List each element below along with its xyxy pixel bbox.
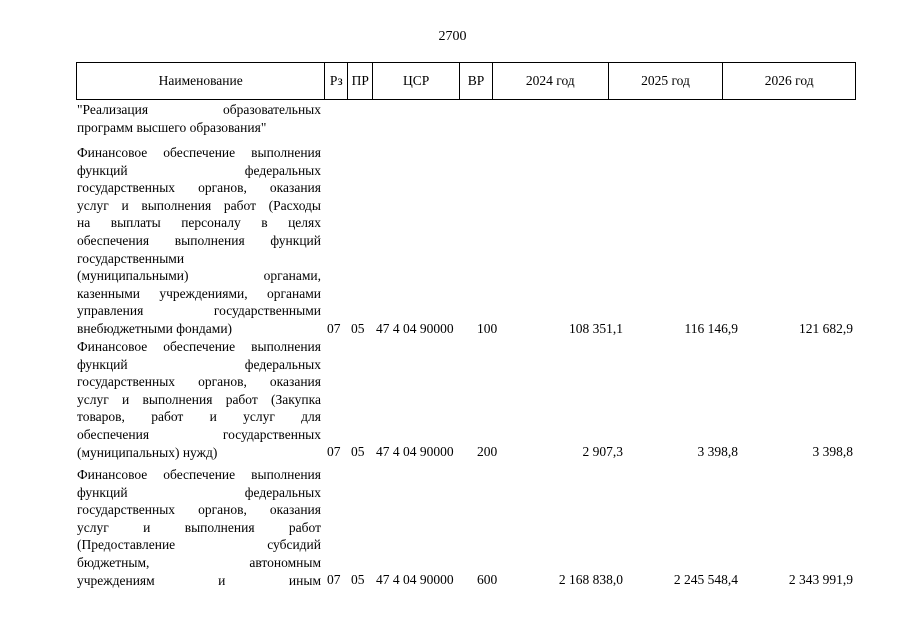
cell-2025: 116 146,9 xyxy=(684,321,738,336)
header-name: Наименование xyxy=(77,63,325,99)
table-header xyxy=(76,62,856,100)
row-codes xyxy=(0,571,905,589)
row-name-line: "Реализация образовательных xyxy=(77,102,321,117)
row-name-line: бюджетным, автономным xyxy=(77,554,321,570)
row-name xyxy=(77,101,321,136)
header-2025: 2025 год xyxy=(609,63,724,99)
header-csr: ЦСР xyxy=(373,63,460,99)
cell-csr: 47 4 04 90000 xyxy=(376,444,454,459)
cell-csr: 47 4 04 90000 xyxy=(376,321,454,336)
row-name-line: государственных органов, оказания xyxy=(77,374,321,390)
row-name-line: казенными учреждениями, органами xyxy=(77,285,321,301)
row-name-line: государственными xyxy=(77,250,185,266)
row-name-line: на выплаты персоналу в целях xyxy=(77,215,321,231)
row-name-line: (муниципальных) нужд) xyxy=(77,444,218,460)
cell-pr: 05 xyxy=(351,572,365,587)
row-name-line: управления государственными xyxy=(77,303,321,319)
row-name-line: Финансовое обеспечение выполнения xyxy=(77,467,321,482)
cell-pr: 05 xyxy=(351,321,365,336)
cell-2024: 2 907,3 xyxy=(582,444,623,459)
cell-2025: 2 245 548,4 xyxy=(673,572,738,587)
row-name-line: обеспечения государственных xyxy=(77,426,321,442)
row-name-line: товаров, работ и услуг для xyxy=(77,409,321,425)
cell-2025: 3 398,8 xyxy=(697,444,738,459)
row-name-line: программ высшего образования" xyxy=(77,119,267,135)
cell-csr: 47 4 04 90000 xyxy=(376,572,454,587)
row-name-line: услуг и выполнения работ (Расходы xyxy=(77,197,321,213)
page-number: 2700 xyxy=(438,29,467,44)
row-codes xyxy=(0,443,905,461)
cell-rz: 07 xyxy=(327,444,341,459)
cell-2026: 2 343 991,9 xyxy=(788,572,853,587)
row-name-line: обеспечения выполнения функций xyxy=(77,232,321,248)
header-rz: Рз xyxy=(325,63,348,99)
row-name-line: услуг и выполнения работ xyxy=(77,519,321,535)
cell-2024: 2 168 838,0 xyxy=(558,572,623,587)
row-name-line: функций федеральных xyxy=(77,356,321,372)
cell-vr: 600 xyxy=(477,572,498,587)
header-vr: ВР xyxy=(460,63,493,99)
header-pr: ПР xyxy=(348,63,373,99)
row-name-line: Финансовое обеспечение выполнения xyxy=(77,339,321,354)
row-name-line: внебюджетными фондами) xyxy=(77,320,233,336)
row-name-line: государственных органов, оказания xyxy=(77,502,321,518)
row-name-line: государственных органов, оказания xyxy=(77,180,321,196)
header-2024: 2024 год xyxy=(493,63,609,99)
row-codes xyxy=(0,320,905,338)
cell-vr: 200 xyxy=(477,444,498,459)
row-name-line: (муниципальными) органами, xyxy=(77,268,321,284)
row-name xyxy=(77,144,321,338)
row-name-line: Финансовое обеспечение выполнения xyxy=(77,145,321,160)
cell-2024: 108 351,1 xyxy=(569,321,623,336)
row-name-line: учреждениям и иным xyxy=(77,572,321,588)
row-name-line: услуг и выполнения работ (Закупка xyxy=(77,391,321,407)
cell-rz: 07 xyxy=(327,572,341,587)
header-2026: 2026 год xyxy=(764,73,814,88)
row-name-line: функций федеральных xyxy=(77,162,321,178)
cell-2026: 3 398,8 xyxy=(812,444,853,459)
row-name-line: функций федеральных xyxy=(77,484,321,500)
cell-rz: 07 xyxy=(327,321,341,336)
cell-2026: 121 682,9 xyxy=(799,321,853,336)
row-name-line: (Предоставление субсидий xyxy=(77,537,321,553)
cell-vr: 100 xyxy=(477,321,498,336)
cell-pr: 05 xyxy=(351,444,365,459)
